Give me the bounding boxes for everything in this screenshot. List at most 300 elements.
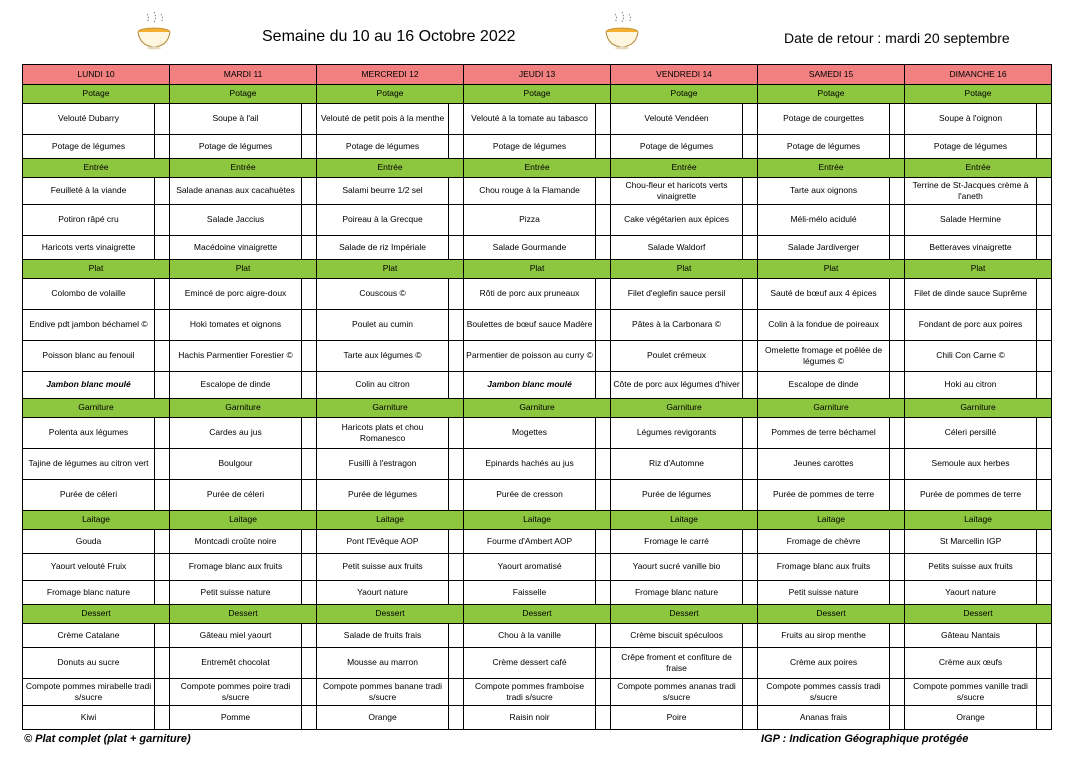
category-label: Entrée: [23, 159, 170, 178]
category-label: Plat: [23, 260, 170, 279]
menu-item: Terrine de St-Jacques crème à l'aneth: [905, 178, 1037, 205]
category-label: Dessert: [611, 605, 758, 624]
menu-item: Colombo de volaille: [23, 279, 155, 310]
menu-item-extra-cell: [743, 135, 758, 159]
return-date: Date de retour : mardi 20 septembre: [784, 30, 1010, 46]
day-header: LUNDI 10: [23, 65, 170, 85]
menu-item: Colin au citron: [317, 372, 449, 399]
menu-item-extra-cell: [155, 679, 170, 706]
menu-item: Potiron râpé cru: [23, 205, 155, 236]
page-header: [0, 0, 1071, 64]
menu-item: Purée de pommes de terre: [758, 480, 890, 511]
menu-item: Feuilleté à la viande: [23, 178, 155, 205]
menu-item-extra-cell: [449, 530, 464, 554]
menu-item: Colin à la fondue de poireaux: [758, 310, 890, 341]
menu-item-extra-cell: [596, 624, 611, 648]
menu-item: Crème aux œufs: [905, 648, 1037, 679]
menu-item-extra-cell: [302, 310, 317, 341]
category-label: Garniture: [170, 399, 317, 418]
menu-item-extra-cell: [890, 341, 905, 372]
menu-item: Betteraves vinaigrette: [905, 236, 1037, 260]
menu-item-extra-cell: [596, 178, 611, 205]
menu-item-extra-cell: [1037, 178, 1052, 205]
menu-item: Pommes de terre béchamel: [758, 418, 890, 449]
category-row-dessert: [23, 605, 1052, 624]
menu-item-extra-cell: [596, 530, 611, 554]
menu-item-extra-cell: [890, 178, 905, 205]
menu-item-extra-cell: [890, 480, 905, 511]
category-label: Entrée: [317, 159, 464, 178]
menu-item: Yaourt nature: [317, 581, 449, 605]
menu-item-extra-cell: [302, 706, 317, 730]
menu-item: Filet de dinde sauce Suprême: [905, 279, 1037, 310]
menu-item-extra-cell: [302, 480, 317, 511]
category-label: Entrée: [464, 159, 611, 178]
menu-item-extra-cell: [155, 648, 170, 679]
menu-item-extra-cell: [596, 679, 611, 706]
menu-item-extra-cell: [596, 236, 611, 260]
menu-item-extra-cell: [743, 372, 758, 399]
category-label: Dessert: [905, 605, 1052, 624]
category-label: Laitage: [758, 511, 905, 530]
menu-item: Chili Con Carne ©: [905, 341, 1037, 372]
menu-item: Crème Catalane: [23, 624, 155, 648]
menu-item-extra-cell: [449, 135, 464, 159]
menu-item: Compote pommes banane tradi s/sucre: [317, 679, 449, 706]
menu-item: Salade Gourmande: [464, 236, 596, 260]
category-label: Potage: [317, 85, 464, 104]
menu-item-extra-cell: [596, 581, 611, 605]
menu-item-extra-cell: [596, 480, 611, 511]
menu-item: Velouté Vendéen: [611, 104, 743, 135]
category-label: Dessert: [464, 605, 611, 624]
menu-item-extra-cell: [302, 341, 317, 372]
menu-item-extra-cell: [302, 205, 317, 236]
menu-item: Fromage blanc nature: [23, 581, 155, 605]
menu-item-extra-cell: [596, 648, 611, 679]
menu-item: Petit suisse nature: [170, 581, 302, 605]
menu-item-extra-cell: [1037, 135, 1052, 159]
menu-item: Purée de céleri: [170, 480, 302, 511]
menu-item: Donuts au sucre: [23, 648, 155, 679]
menu-item-extra-cell: [890, 310, 905, 341]
menu-item-extra-cell: [449, 341, 464, 372]
menu-item: St Marcellin IGP: [905, 530, 1037, 554]
menu-item: Salade ananas aux cacahuètes: [170, 178, 302, 205]
menu-item: Fromage de chèvre: [758, 530, 890, 554]
category-row-plat: [23, 260, 1052, 279]
menu-item-extra-cell: [596, 310, 611, 341]
menu-item-extra-cell: [155, 178, 170, 205]
menu-item-extra-cell: [743, 104, 758, 135]
menu-item-extra-cell: [155, 449, 170, 480]
menu-item: Fromage blanc nature: [611, 581, 743, 605]
menu-row: [23, 178, 1052, 205]
menu-item: Crème aux poires: [758, 648, 890, 679]
menu-item-extra-cell: [155, 530, 170, 554]
category-label: Potage: [23, 85, 170, 104]
category-label: Laitage: [317, 511, 464, 530]
day-header: VENDREDI 14: [611, 65, 758, 85]
menu-item-extra-cell: [743, 279, 758, 310]
menu-item: Orange: [317, 706, 449, 730]
menu-item-extra-cell: [596, 135, 611, 159]
category-label: Dessert: [317, 605, 464, 624]
menu-item-extra-cell: [449, 648, 464, 679]
menu-row: [23, 104, 1052, 135]
menu-item-extra-cell: [743, 310, 758, 341]
menu-item: Semoule aux herbes: [905, 449, 1037, 480]
menu-item-extra-cell: [155, 706, 170, 730]
menu-item-extra-cell: [155, 372, 170, 399]
menu-item-extra-cell: [743, 624, 758, 648]
menu-item: Purée de légumes: [611, 480, 743, 511]
menu-item: Salade Hermine: [905, 205, 1037, 236]
menu-item: Chou rouge à la Flamande: [464, 178, 596, 205]
menu-item-extra-cell: [155, 310, 170, 341]
menu-item-extra-cell: [1037, 554, 1052, 581]
category-label: Potage: [464, 85, 611, 104]
category-label: Entrée: [170, 159, 317, 178]
menu-item-extra-cell: [155, 104, 170, 135]
menu-item: Salade de riz Impériale: [317, 236, 449, 260]
menu-item-extra-cell: [449, 279, 464, 310]
menu-row: [23, 679, 1052, 706]
menu-item: Purée de céleri: [23, 480, 155, 511]
menu-item-extra-cell: [302, 279, 317, 310]
menu-item: Potage de légumes: [170, 135, 302, 159]
category-label: Plat: [611, 260, 758, 279]
menu-item: Fromage blanc aux fruits: [170, 554, 302, 581]
menu-item: Potage de légumes: [611, 135, 743, 159]
menu-item-extra-cell: [743, 679, 758, 706]
menu-item-extra-cell: [743, 236, 758, 260]
menu-item-extra-cell: [302, 135, 317, 159]
menu-row: [23, 341, 1052, 372]
menu-item-extra-cell: [743, 205, 758, 236]
menu-item: Compote pommes ananas tradi s/sucre: [611, 679, 743, 706]
menu-item: Hoki tomates et oignons: [170, 310, 302, 341]
menu-item: Chou-fleur et haricots verts vinaigrette: [611, 178, 743, 205]
menu-item-extra-cell: [302, 372, 317, 399]
menu-item: Gâteau miel yaourt: [170, 624, 302, 648]
menu-item-extra-cell: [743, 178, 758, 205]
footnote-igp: IGP : Indication Géographique protégée: [761, 733, 969, 745]
menu-item: Poire: [611, 706, 743, 730]
menu-item: Céleri persillé: [905, 418, 1037, 449]
menu-item-extra-cell: [743, 449, 758, 480]
category-label: Garniture: [758, 399, 905, 418]
menu-item-extra-cell: [155, 341, 170, 372]
menu-item-extra-cell: [302, 104, 317, 135]
menu-item-extra-cell: [449, 178, 464, 205]
category-label: Potage: [611, 85, 758, 104]
category-row-laitage: [23, 511, 1052, 530]
menu-item: Purée de légumes: [317, 480, 449, 511]
menu-item: Poireau à la Grecque: [317, 205, 449, 236]
menu-item: Jeunes carottes: [758, 449, 890, 480]
soup-bowl-icon: [602, 10, 642, 52]
category-label: Plat: [905, 260, 1052, 279]
category-row-garniture: [23, 399, 1052, 418]
menu-row: [23, 310, 1052, 341]
menu-item-extra-cell: [302, 648, 317, 679]
category-label: Potage: [758, 85, 905, 104]
menu-item-extra-cell: [1037, 706, 1052, 730]
menu-item-extra-cell: [302, 178, 317, 205]
category-label: Dessert: [23, 605, 170, 624]
category-row-potage: [23, 85, 1052, 104]
menu-item: Potage de légumes: [23, 135, 155, 159]
menu-item: Filet d'eglefin sauce persil: [611, 279, 743, 310]
menu-item: Salade de fruits frais: [317, 624, 449, 648]
category-label: Garniture: [611, 399, 758, 418]
menu-item-extra-cell: [155, 236, 170, 260]
menu-item: Méli-mélo acidulé: [758, 205, 890, 236]
menu-item-extra-cell: [890, 205, 905, 236]
menu-item-extra-cell: [449, 581, 464, 605]
category-label: Laitage: [464, 511, 611, 530]
menu-item: Fruits au sirop menthe: [758, 624, 890, 648]
menu-item-extra-cell: [449, 310, 464, 341]
menu-item-extra-cell: [1037, 679, 1052, 706]
menu-item: Jambon blanc moulé: [23, 372, 155, 399]
menu-item-extra-cell: [596, 341, 611, 372]
menu-item-extra-cell: [449, 104, 464, 135]
menu-item-extra-cell: [890, 449, 905, 480]
menu-item-extra-cell: [449, 205, 464, 236]
menu-item-extra-cell: [155, 279, 170, 310]
menu-item-extra-cell: [302, 418, 317, 449]
category-label: Garniture: [23, 399, 170, 418]
category-label: Potage: [170, 85, 317, 104]
menu-item: Yaourt sucré vanille bio: [611, 554, 743, 581]
menu-item-extra-cell: [743, 530, 758, 554]
category-label: Entrée: [905, 159, 1052, 178]
menu-item: Salami beurre 1/2 sel: [317, 178, 449, 205]
menu-item: Haricots verts vinaigrette: [23, 236, 155, 260]
day-header-row: [23, 65, 1052, 85]
menu-item: Crème dessert café: [464, 648, 596, 679]
menu-item: Purée de cresson: [464, 480, 596, 511]
menu-item: Compote pommes vanille tradi s/sucre: [905, 679, 1037, 706]
menu-item: Velouté à la tomate au tabasco: [464, 104, 596, 135]
menu-item-extra-cell: [890, 279, 905, 310]
menu-item: Poulet crémeux: [611, 341, 743, 372]
menu-row: [23, 581, 1052, 605]
menu-item: Compote pommes poire tradi s/sucre: [170, 679, 302, 706]
menu-row: [23, 480, 1052, 511]
menu-item: Fromage le carré: [611, 530, 743, 554]
menu-item: Velouté de petit pois à la menthe: [317, 104, 449, 135]
menu-item-extra-cell: [1037, 205, 1052, 236]
menu-item: Fourme d'Ambert AOP: [464, 530, 596, 554]
menu-row: [23, 530, 1052, 554]
day-header: JEUDI 13: [464, 65, 611, 85]
category-label: Plat: [758, 260, 905, 279]
menu-item: Tarte aux légumes ©: [317, 341, 449, 372]
category-label: Garniture: [464, 399, 611, 418]
menu-item-extra-cell: [890, 624, 905, 648]
menu-item: Polenta aux légumes: [23, 418, 155, 449]
menu-row: [23, 648, 1052, 679]
menu-item: Fusilli à l'estragon: [317, 449, 449, 480]
menu-item-extra-cell: [596, 104, 611, 135]
menu-item: Haricots plats et chou Romanesco: [317, 418, 449, 449]
menu-item: Yaourt velouté Fruix: [23, 554, 155, 581]
menu-item: Boulettes de bœuf sauce Madère: [464, 310, 596, 341]
menu-item: Mousse au marron: [317, 648, 449, 679]
day-header: MERCREDI 12: [317, 65, 464, 85]
menu-item: Faisselle: [464, 581, 596, 605]
menu-item: Rôti de porc aux pruneaux: [464, 279, 596, 310]
menu-item: Yaourt aromatisé: [464, 554, 596, 581]
menu-item-extra-cell: [743, 480, 758, 511]
menu-item: Pont l'Evêque AOP: [317, 530, 449, 554]
menu-item-extra-cell: [890, 104, 905, 135]
menu-item-extra-cell: [596, 205, 611, 236]
day-header: MARDI 11: [170, 65, 317, 85]
menu-item: Gouda: [23, 530, 155, 554]
menu-item-extra-cell: [155, 554, 170, 581]
menu-item-extra-cell: [449, 372, 464, 399]
menu-item: Crêpe froment et confiture de fraise: [611, 648, 743, 679]
menu-item-extra-cell: [743, 554, 758, 581]
menu-item: Compote pommes framboise tradi s/sucre: [464, 679, 596, 706]
menu-item-extra-cell: [1037, 624, 1052, 648]
menu-item: Sauté de bœuf aux 4 épices: [758, 279, 890, 310]
category-row-entree: [23, 159, 1052, 178]
category-label: Garniture: [905, 399, 1052, 418]
menu-item: Endive pdt jambon béchamel ©: [23, 310, 155, 341]
menu-item-extra-cell: [890, 530, 905, 554]
menu-item-extra-cell: [890, 372, 905, 399]
soup-bowl-icon: [134, 10, 174, 52]
menu-item: Crème biscuit spéculoos: [611, 624, 743, 648]
menu-item-extra-cell: [1037, 480, 1052, 511]
menu-item-extra-cell: [1037, 449, 1052, 480]
menu-item-extra-cell: [596, 372, 611, 399]
menu-item-extra-cell: [890, 135, 905, 159]
menu-item: Epinards hachés au jus: [464, 449, 596, 480]
menu-item: Salade Waldorf: [611, 236, 743, 260]
category-label: Plat: [317, 260, 464, 279]
menu-item: Escalope de dinde: [758, 372, 890, 399]
menu-item: Fondant de porc aux poires: [905, 310, 1037, 341]
category-label: Entrée: [758, 159, 905, 178]
menu-item-extra-cell: [302, 236, 317, 260]
menu-item-extra-cell: [1037, 310, 1052, 341]
menu-item-extra-cell: [449, 236, 464, 260]
menu-item-extra-cell: [302, 624, 317, 648]
menu-item-extra-cell: [596, 449, 611, 480]
menu-item: Ananas frais: [758, 706, 890, 730]
menu-item: Cake végétarien aux épices: [611, 205, 743, 236]
menu-item: Potage de légumes: [758, 135, 890, 159]
menu-item: Salade Jaccius: [170, 205, 302, 236]
menu-item: Boulgour: [170, 449, 302, 480]
menu-item: Soupe à l'oignon: [905, 104, 1037, 135]
menu-item-extra-cell: [1037, 530, 1052, 554]
menu-item-extra-cell: [1037, 418, 1052, 449]
menu-item-extra-cell: [596, 706, 611, 730]
menu-item: Compote pommes mirabelle tradi s/sucre: [23, 679, 155, 706]
menu-item-extra-cell: [449, 624, 464, 648]
menu-item: Poisson blanc au fenouil: [23, 341, 155, 372]
category-label: Plat: [170, 260, 317, 279]
menu-item-extra-cell: [155, 624, 170, 648]
page-title: Semaine du 10 au 16 Octobre 2022: [262, 28, 516, 45]
menu-item-extra-cell: [1037, 279, 1052, 310]
day-header: DIMANCHE 16: [905, 65, 1052, 85]
menu-row: [23, 449, 1052, 480]
menu-item: Potage de légumes: [317, 135, 449, 159]
menu-item-extra-cell: [155, 480, 170, 511]
menu-item: Hoki au citron: [905, 372, 1037, 399]
menu-item: Chou à la vanille: [464, 624, 596, 648]
menu-item-extra-cell: [449, 679, 464, 706]
menu-row: [23, 279, 1052, 310]
menu-item: Tajine de légumes au citron vert: [23, 449, 155, 480]
menu-row: [23, 418, 1052, 449]
menu-item-extra-cell: [1037, 341, 1052, 372]
footnote-complete-dish: © Plat complet (plat + garniture): [24, 733, 191, 745]
menu-item: Tarte aux oignons: [758, 178, 890, 205]
day-header: SAMEDI 15: [758, 65, 905, 85]
menu-item-extra-cell: [890, 679, 905, 706]
menu-item: Cardes au jus: [170, 418, 302, 449]
menu-item: Raisin noir: [464, 706, 596, 730]
category-label: Dessert: [170, 605, 317, 624]
menu-item: Entremêt chocolat: [170, 648, 302, 679]
menu-item-extra-cell: [155, 135, 170, 159]
menu-item: Poulet au cumin: [317, 310, 449, 341]
menu-item: Gâteau Nantais: [905, 624, 1037, 648]
menu-row: [23, 624, 1052, 648]
menu-item-extra-cell: [302, 581, 317, 605]
category-label: Potage: [905, 85, 1052, 104]
menu-item-extra-cell: [890, 236, 905, 260]
menu-item: Emincé de porc aigre-doux: [170, 279, 302, 310]
menu-item: Yaourt nature: [905, 581, 1037, 605]
menu-row: [23, 205, 1052, 236]
menu-item-extra-cell: [743, 418, 758, 449]
menu-row: [23, 554, 1052, 581]
menu-row: [23, 706, 1052, 730]
menu-item: Pâtes à la Carbonara ©: [611, 310, 743, 341]
menu-item: Mogettes: [464, 418, 596, 449]
category-label: Laitage: [170, 511, 317, 530]
menu-item-extra-cell: [1037, 104, 1052, 135]
menu-item-extra-cell: [1037, 581, 1052, 605]
category-label: Dessert: [758, 605, 905, 624]
menu-item-extra-cell: [449, 418, 464, 449]
menu-item-extra-cell: [890, 648, 905, 679]
menu-item-extra-cell: [596, 279, 611, 310]
menu-item-extra-cell: [302, 449, 317, 480]
menu-item: Fromage blanc aux fruits: [758, 554, 890, 581]
menu-item-extra-cell: [596, 554, 611, 581]
menu-item-extra-cell: [743, 341, 758, 372]
menu-item: Pomme: [170, 706, 302, 730]
menu-item-extra-cell: [1037, 648, 1052, 679]
menu-item-extra-cell: [890, 554, 905, 581]
menu-item: Macédoine vinaigrette: [170, 236, 302, 260]
menu-item: Côte de porc aux légumes d'hiver: [611, 372, 743, 399]
menu-item-extra-cell: [743, 581, 758, 605]
menu-item-extra-cell: [596, 418, 611, 449]
menu-item: Petit suisse aux fruits: [317, 554, 449, 581]
